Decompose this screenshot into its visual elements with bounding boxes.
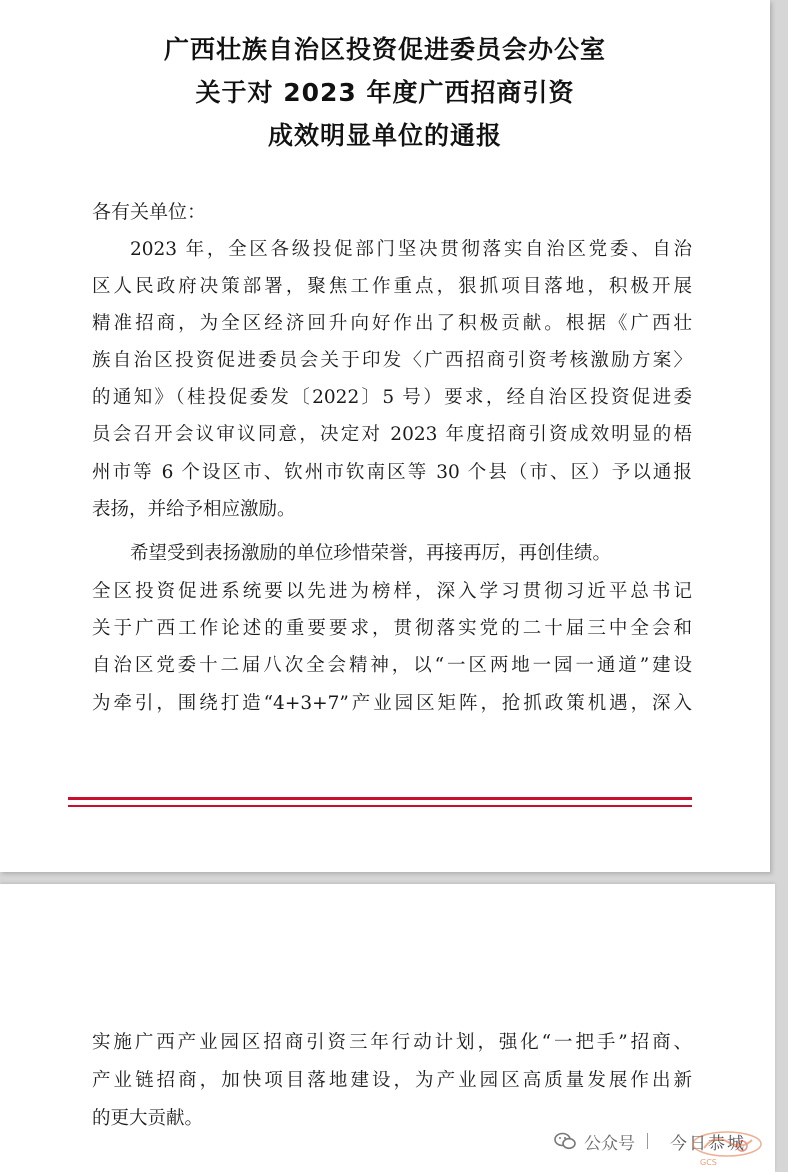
body-line: 关于广西工作论述的重要要求，贯彻落实党的二十届三中全会和 [92,618,692,639]
watermark-account: 今日恭城 [670,1133,746,1154]
body-line: 精准招商，为全区经济回升向好作出了积极贡献。根据《广西壮 [92,313,692,334]
watermark-site: GCS [700,1158,717,1167]
site-logo-icon [690,1128,764,1160]
body-line: 的更大贡献。 [92,1108,204,1129]
title-line-1: 广西壮族自治区投资促进委员会办公室 [163,35,606,64]
body-line: 自治区党委十二届八次全会精神，以“一区两地一园一通道”建设 [92,655,692,676]
body-line: 表扬，并给予相应激励。 [92,499,296,520]
red-rule-thin [68,805,692,807]
body-line: 州市等 6 个设区市、钦州市钦南区等 30 个县（市、区）予以通报 [92,462,692,483]
body-line: 产业链招商，加快项目落地建设，为产业园区高质量发展作出新 [92,1070,692,1091]
body-line: 族自治区投资促进委员会关于印发〈广西招商引资考核激励方案〉 [92,350,692,371]
title-line-2: 关于对 2023 年度广西招商引资 [195,78,575,107]
salutation: 各有关单位： [92,201,207,223]
body-line: 实施广西产业园区招商引资三年行动计划，强化“一把手”招商、 [92,1032,692,1053]
body-line: 为牵引，围绕打造“4+3+7”产业园区矩阵，抢抓政策机遇，深入 [92,693,692,714]
body-line: 希望受到表扬激励的单位珍惜荣誉，再接再厉，再创佳绩。 [130,543,612,564]
body-line: 的通知》（桂投促委发〔2022〕5 号）要求，经自治区投资促进委 [92,387,692,408]
title-line-3: 成效明显单位的通报 [267,121,502,150]
body-line: 全区投资促进系统要以先进为榜样，深入学习贯彻习近平总书记 [92,581,692,602]
body-line: 员会召开会议审议同意，决定对 2023 年度招商引资成效明显的梧 [92,424,692,445]
watermark-platform: 公众号 [584,1133,635,1154]
watermark-divider [647,1133,662,1149]
wechat-icon [554,1132,576,1150]
body-line: 2023 年，全区各级投促部门坚决贯彻落实自治区党委、自治 [130,239,692,260]
red-rule-thick [68,797,692,800]
body-line: 区人民政府决策部署，聚焦工作重点，狠抓项目落地，积极开展 [92,276,692,297]
